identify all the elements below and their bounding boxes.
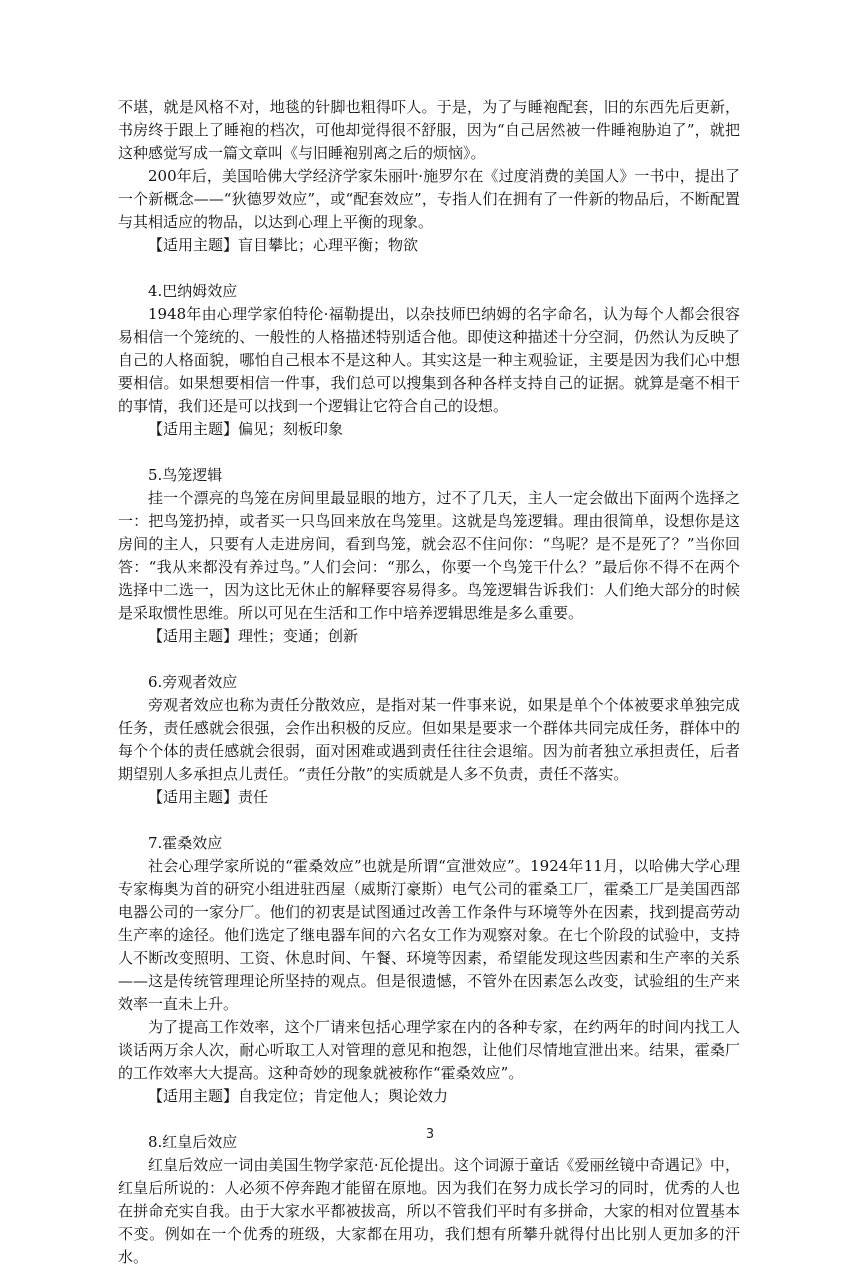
section-heading-6: 6.旁观者效应 xyxy=(148,673,238,691)
page-number: 3 xyxy=(425,1127,435,1142)
section-5-topics: 【适用主题】理性；变通；创新 xyxy=(148,627,359,645)
section-5-paragraph-1: 挂一个漂亮的鸟笼在房间里最显眼的地方，过不了几天，主人一定会做出下面两个选择之一：把鸟笼扔掉，或者买一只鸟回来放在鸟笼里。这就是鸟笼逻辑。理由很简单，设想你是这房间的主人，只要有人走进房间，看到鸟笼，就会忍不住问你：“鸟呢？是不是死了？”当你回答：“我从来都没有养过鸟。”人们会问：“那么，你要一个鸟笼干什么？”最后你不得不在两个选择中二选一，因为这比无休止的解释要容易得多。鸟笼逻辑告诉我们：人们绝大部分的时候是采取惯性思维。所以可见在生活和工作中培养逻辑思维是多么重要。 xyxy=(118,489,740,622)
section-4-topics: 【适用主题】偏见；刻板印象 xyxy=(148,420,344,438)
section-spacer xyxy=(118,648,740,671)
section-heading-8: 8.红皇后效应 xyxy=(148,1133,238,1151)
section-7-paragraph-1: 社会心理学家所说的“霍桑效应”也就是所谓“宣泄效应”。1924年11月，以哈佛大学心理专家梅奥为首的研究小组进驻西屋（威斯汀豪斯）电气公司的霍桑工厂，霍桑工厂是美国西部电器公司的一家分厂。他们的初衷是试图通过改善工作条件与环境等外在因素，找到提高劳动生产率的途径。他们选定了继电器车间的六名女工作为观察对象。在七个阶段的试验中，支持人不断改变照明、工资、休息时间、午餐、环境等因素，希望能发现这些因素和生产率的关系——这是传统管理理论所坚持的观点。但是很遗憾，不管外在因素怎么改变，试验组的生产来效率一直未上升。 xyxy=(118,857,740,1013)
section-6-topics: 【适用主题】责任 xyxy=(148,788,269,806)
section-spacer xyxy=(118,809,740,832)
section-7-paragraph-2: 为了提高工作效率，这个厂请来包括心理学家在内的各种专家，在约两年的时间内找工人谈话两万余人次，耐心听取工人对管理的意见和抱怨，让他们尽情地宣泄出来。结果，霍桑厂的工作效率大大提高。这种奇妙的现象就被称作“霍桑效应”。 xyxy=(118,1018,740,1082)
section-heading-7: 7.霍桑效应 xyxy=(148,834,223,852)
intro-topics: 【适用主题】盲目攀比；心理平衡；物欲 xyxy=(148,236,419,254)
intro-paragraph-2: 200年后，美国哈佛大学经济学家朱丽叶·施罗尔在《过度消费的美国人》一书中，提出了一个新概念——“狄德罗效应”，或“配套效应”，专指人们在拥有了一件新的物品后，不断配置与其相适应的物品，以达到心理上平衡的现象。 xyxy=(118,167,740,231)
section-spacer xyxy=(118,441,740,464)
section-heading-5: 5.鸟笼逻辑 xyxy=(148,466,223,484)
section-heading-4: 4.巴纳姆效应 xyxy=(148,282,238,300)
section-4-paragraph-1: 1948年由心理学家伯特伦·福勒提出，以杂技师巴纳姆的名字命名，认为每个人都会很容易相信一个笼统的、一般性的人格描述特别适合他。即使这种描述十分空洞，仍然认为反映了自己的人格面貌，哪怕自己根本不是这种人。其实这是一种主观验证，主要是因为我们心中想要相信。如果想要相信一件事，我们总可以搜集到各种各样支持自己的证据。就算是毫不相干的事情，我们还是可以找到一个逻辑让它符合自己的设想。 xyxy=(118,305,740,415)
section-spacer xyxy=(118,257,740,280)
page-content xyxy=(118,96,740,1269)
intro-paragraph-1: 不堪，就是风格不对，地毯的针脚也粗得吓人。于是，为了与睡袍配套，旧的东西先后更新，书房终于跟上了睡袍的档次，可他却觉得很不舒服，因为“自己居然被一件睡袍胁迫了”，就把这种感觉写成一篇文章叫《与旧睡袍别离之后的烦恼》。 xyxy=(118,98,740,162)
section-8-paragraph-1: 红皇后效应一词由美国生物学家范·瓦伦提出。这个词源于童话《爱丽丝镜中奇遇记》中，红皇后所说的：人必须不停奔跑才能留在原地。因为我们在努力成长学习的同时，优秀的人也在拼命充实自我。由于大家水平都被拔高，所以不管我们平时有多拼命，大家的相对位置基本不变。例如在一个优秀的班级，大家都在用功，我们想有所攀升就得付出比别人更加多的汗水。 xyxy=(118,1156,740,1266)
section-7-topics: 【适用主题】自我定位；肯定他人；舆论效力 xyxy=(148,1087,449,1105)
section-6-paragraph-1: 旁观者效应也称为责任分散效应，是指对某一件事来说，如果是单个个体被要求单独完成任务，责任感就会很强，会作出积极的反应。但如果是要求一个群体共同完成任务，群体中的每个个体的责任感就会很弱，面对困难或遇到责任往往会退缩。因为前者独立承担责任，后者期望别人多承担点儿责任。“责任分散”的实质就是人多不负责，责任不落实。 xyxy=(118,696,740,783)
